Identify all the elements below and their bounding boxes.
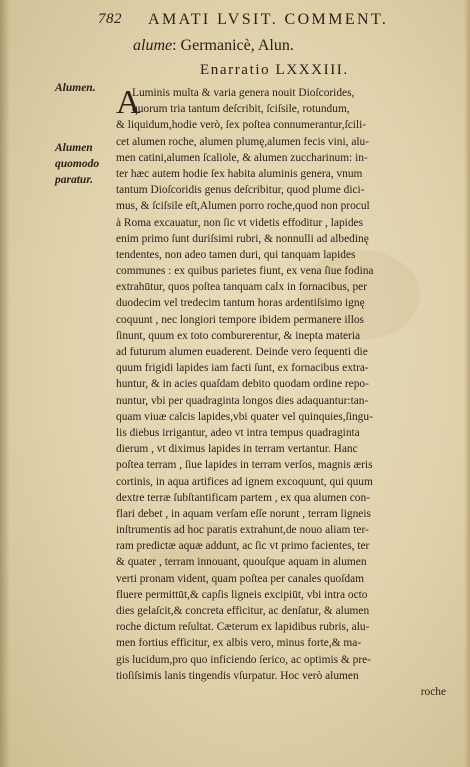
text-line: cet alumen roche, alumen plumę,alumen fecis vini, alu-	[116, 135, 370, 148]
text-line: à Roma excauatur, non ſic vt videtis effoditur , lapides	[116, 216, 364, 229]
text-line: ter hæc autem hodie ſex habita aluminis genera, vnum	[116, 167, 363, 180]
text-line: quorum tria tantum deſcribit, ſciſsile, rotundum,	[132, 103, 350, 116]
text-line: dextre terræ ſubſtantificam partem , ex qua alumen con-	[116, 491, 370, 504]
text-line: dierum , vt diximus lapides in terram vertantur. Hanc	[116, 443, 358, 456]
text-line: quam viuæ calcis lapides,vbi quater vel quinquies,ſingu-	[116, 410, 373, 423]
text-line: huntur, & in acies quaſdam debito quodam ordine repo-	[116, 378, 369, 391]
text-line: dies gelaſcit,& concreta efficitur, ac denſatur, & alumen	[116, 605, 370, 617]
text-line: verti pronam vident, quam poſtea per canales quoſdam	[116, 572, 364, 585]
text-line: flari debet , in aquam verſam eſſe norunt , terram ligneis	[116, 507, 371, 520]
text-line: extrahūtur, quos poſtea tanquam calx in fornacibus, per	[116, 281, 368, 294]
text-line: men fortius efficitur, ex albis vero, minus forte,& ma-	[116, 637, 362, 650]
text-line: gis lucidum,pro quo inficiendo ſerico, ac optimis & pre-	[116, 653, 371, 666]
text-line: nuntur, vbi per quadraginta longos dies adaquantur:tan-	[116, 394, 369, 407]
body-text	[116, 85, 446, 700]
text-line: ad futurum alumen euaderent. Deinde vero ſequenti die	[116, 346, 368, 358]
text-line: ſinunt, quum ex toto comburerentur, & inepta materia	[116, 329, 361, 342]
text-line: lis diebus irrigantur, adeo vt intra tempus quadraginta	[116, 426, 360, 439]
drop-cap: A	[116, 84, 141, 121]
catchword: roche	[420, 685, 446, 698]
text-line: ram predictæ aquæ addunt, ac ſic vt primo facientes, ter	[116, 540, 370, 553]
subheading-rest: : Germanicè, Alun.	[172, 37, 294, 54]
text-line: men catini,alumen ſcaliole, & alumen zuccharinum: in-	[116, 151, 368, 164]
text-line: quum frigidi lapides iam facti ſunt, ex fornacibus extra-	[116, 362, 369, 375]
text-line: & quater , terram innouant, quouſque aquam in alumen	[116, 556, 367, 569]
text-line: communes : ex quibus parietes fiunt, ex vena ſiue fodina	[116, 265, 374, 278]
text-line: Luminis multa & varia genera nouit Dioſcorides,	[132, 87, 355, 99]
margin-note: Alumen.	[55, 82, 96, 94]
running-head: AMATI LVSIT. COMMENT.	[148, 11, 389, 28]
subheading-term: alume	[133, 37, 173, 54]
section-title: Enarratio LXXXIII.	[200, 62, 349, 78]
text-line: mus, & ſciſsile eſt,Alumen porro roche,quod non procul	[116, 200, 370, 213]
text-line: poſtea terram , ſiue lapides in terram verſos, magnis æris	[116, 459, 373, 472]
text-line: tioſiſsimis lanis tingendis vſurpatur. Hoc verò alumen	[116, 669, 359, 682]
text-line: fluere permittūt,& capſis ligneis excipiūt, vbi intra octo	[116, 588, 368, 601]
text-line: enim primo ſunt duriſsimi rubri, & nonnulli ad albedinę	[116, 232, 369, 245]
text-line: duodecim vel tredecim tantum horas ardentiſsimo ignę	[116, 297, 365, 310]
text-line: roche dictum reſultat. Cæterum ex lapidibus rubris, alu-	[116, 621, 370, 634]
text-line: tendentes, non adeo tamen duri, qui tanquam lapides	[116, 248, 356, 261]
text-line: & liquidum,hodie verò, ſex poſtea connumerantur,ſcili-	[116, 119, 367, 132]
margin-note: Alumen quomodo paratur.	[55, 142, 100, 186]
page-number: 782	[98, 11, 122, 27]
text-line: coquunt , nec longiori tempore ibidem permanere illos	[116, 313, 364, 326]
text-line: cortinis, in aqua artifices ad ignem excoquunt, qui quum	[116, 475, 373, 488]
page-header	[98, 11, 418, 33]
text-line: inſtrumentis ad hoc paratis extrahunt,de nouo aliam ter-	[116, 524, 369, 537]
text-line: tantum Dioſcoridis genus deſcribitur, quod plume dici-	[116, 184, 365, 197]
subheading	[133, 37, 294, 55]
